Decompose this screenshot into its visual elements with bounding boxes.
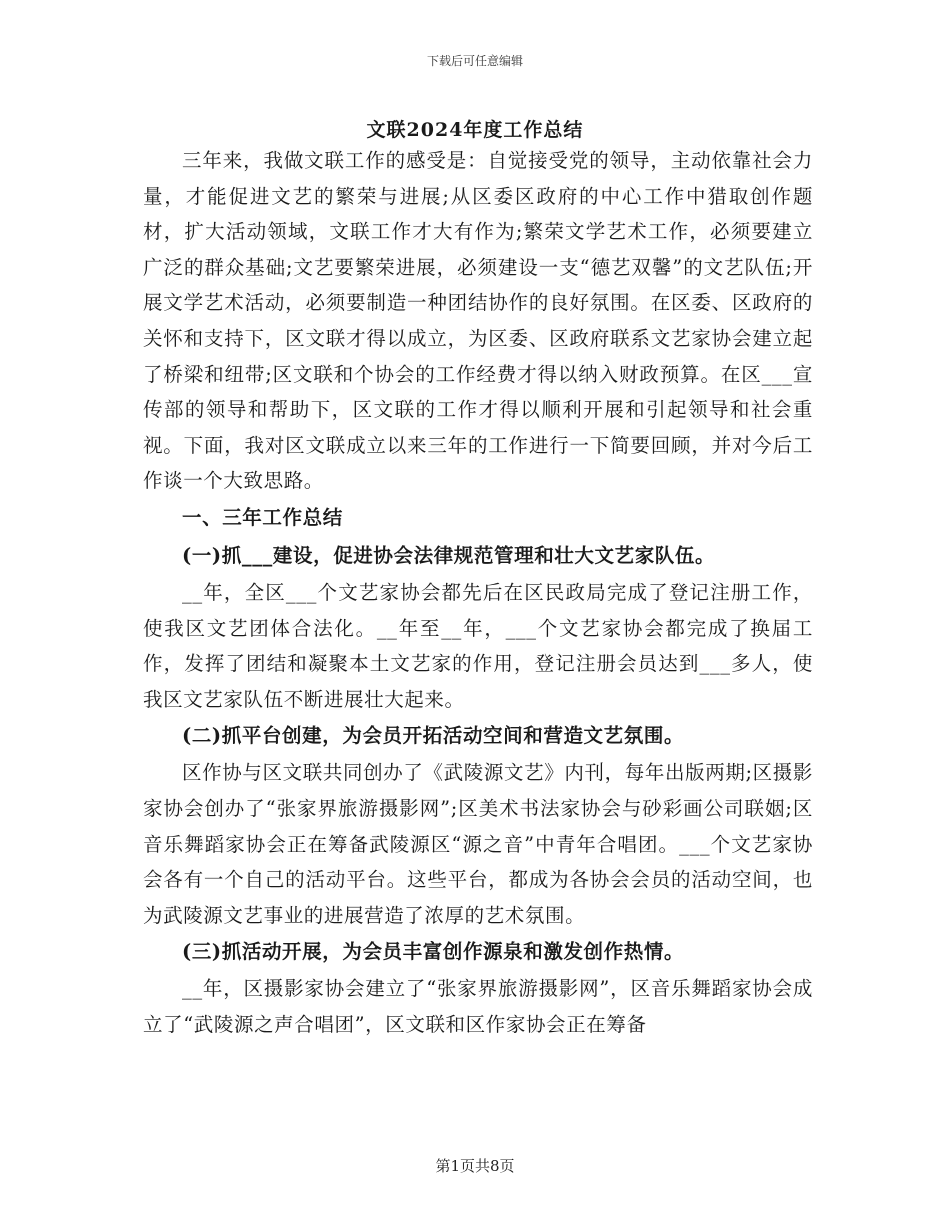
document-body <box>143 143 813 1042</box>
paragraph-2: 区作协与区文联共同创办了《武陵源文艺》内刊，每年出版两期;区摄影家协会创办了“张家界旅游摄影网”;区美术书法家协会与砂彩画公司联姻;区音乐舞蹈家协会正在筹备武陵源区“源之音”中青年合唱团。___个文艺家协会各有一个自己的活动平台。这些平台，都成为各协会会员的活动空间，也为武陵源文艺事业的进展营造了浓厚的艺术氛围。 <box>143 761 813 927</box>
subsection-heading-3: (三)抓活动开展，为会员丰富创作源泉和激发创作热情。 <box>182 940 685 964</box>
document-title: 文联2024年度工作总结 <box>366 119 584 141</box>
paragraph-1: __年，全区___个文艺家协会都先后在区民政局完成了登记注册工作，使我区文艺团体合法化。__年至__年，___个文艺家协会都完成了换届工作，发挥了团结和凝聚本土文艺家的作用，登记注册会员达到___多人，使我区文艺家队伍不断进展壮大起来。 <box>143 580 813 711</box>
page-number: 第1页共8页 <box>435 1157 515 1175</box>
subsection-heading-1: (一)抓___建设，促进协会法律规范管理和壮大文艺家队伍。 <box>182 543 716 567</box>
subsection-heading-2: (二)抓平台创建，为会员开拓活动空间和营造文艺氛围。 <box>182 724 685 748</box>
paragraph-3: __年，区摄影家协会建立了“张家界旅游摄影网”，区音乐舞蹈家协会成立了“武陵源之声合唱团”，区文联和区作家协会正在筹备 <box>143 977 813 1036</box>
section-heading: 一、三年工作总结 <box>182 505 343 529</box>
paragraph-intro: 三年来，我做文联工作的感受是：自觉接受党的领导，主动依靠社会力量，才能促进文艺的繁荣与进展;从区委区政府的中心工作中猎取创作题材，扩大活动领域，文联工作才大有作为;繁荣文学艺术工作，必须要建立广泛的群众基础;文艺要繁荣进展，必须建设一支“德艺双馨”的文艺队伍;开展文学艺术活动，必须要制造一种团结协作的良好氛围。在区委、区政府的关怀和支持下，区文联才得以成立，为区委、区政府联系文艺家协会建立起了桥梁和纽带;区文联和个协会的工作经费才得以纳入财政预算。在区___宣传部的领导和帮助下，区文联的工作才得以顺利开展和引起领导和社会重视。下面，我对区文联成立以来三年的工作进行一下简要回顾，并对今后工作谈一个大致思路。 <box>143 149 813 493</box>
page-header-note: 下载后可任意编辑 <box>426 54 523 68</box>
